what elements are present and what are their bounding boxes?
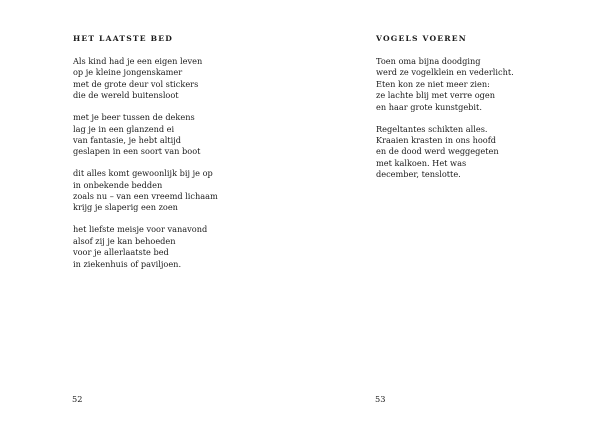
poem-line: Toen oma bijna doodging bbox=[376, 56, 481, 66]
stanza bbox=[376, 124, 514, 181]
poem-line: alsof zij je kan behoeden bbox=[73, 235, 176, 246]
poem-title-left: HET LAATSTE BED bbox=[73, 34, 173, 43]
stanza bbox=[73, 224, 218, 270]
poem-line: en de dood werd weggegeten bbox=[376, 146, 499, 157]
poem-line: werd ze vogelklein en vederlicht. bbox=[376, 67, 514, 78]
poem-line: Kraaien krasten in ons hoofd bbox=[376, 134, 497, 145]
poem-line: ze lachte blij met verre ogen bbox=[376, 90, 496, 101]
page-number-left: 52 bbox=[72, 394, 83, 404]
poem-line: krijg je slaperig een zoen bbox=[73, 202, 178, 213]
stanza bbox=[376, 56, 514, 113]
poem-line: op je kleine jongenskamer bbox=[73, 67, 183, 78]
poem-line: en haar grote kunstgebit. bbox=[376, 101, 482, 112]
poem-line: lag je in een glanzend ei bbox=[73, 123, 175, 134]
poem-line: zoals nu – van een vreemd lichaam bbox=[73, 191, 218, 202]
poem-line: geslapen in een soort van boot bbox=[73, 146, 201, 157]
stanza bbox=[73, 56, 218, 102]
poem-line: het liefste meisje voor vanavond bbox=[73, 224, 208, 235]
poem-line: in onbekende bedden bbox=[73, 179, 163, 190]
poem-line: Eten kon ze niet meer zien: bbox=[376, 78, 490, 89]
poem-line: Regeltantes schikten alles. bbox=[376, 123, 488, 134]
poem-line: met kalkoen. Het was bbox=[376, 157, 467, 168]
poem-line: met je beer tussen de dekens bbox=[73, 112, 195, 123]
poem-line: dit alles komt gewoonlijk bij je op bbox=[73, 168, 213, 179]
poem-line: in ziekenhuis of paviljoen. bbox=[73, 258, 182, 269]
poem-line: die de wereld buitensloot bbox=[73, 90, 179, 101]
stanza bbox=[73, 168, 218, 214]
poem-body-left bbox=[73, 56, 218, 281]
poem-line: met de grote deur vol stickers bbox=[73, 78, 199, 89]
poem-line: Als kind had je een eigen leven bbox=[73, 56, 203, 66]
right-page bbox=[300, 0, 600, 432]
stanza bbox=[73, 112, 218, 158]
page-number-right: 53 bbox=[375, 394, 386, 404]
poem-body-right bbox=[376, 56, 514, 191]
poem-line: voor je allerlaatste bed bbox=[73, 247, 169, 258]
poem-line: december, tenslotte. bbox=[376, 169, 461, 180]
poem-line: van fantasie, je hebt altijd bbox=[73, 134, 182, 145]
poem-title-right: VOGELS VOEREN bbox=[376, 34, 467, 43]
